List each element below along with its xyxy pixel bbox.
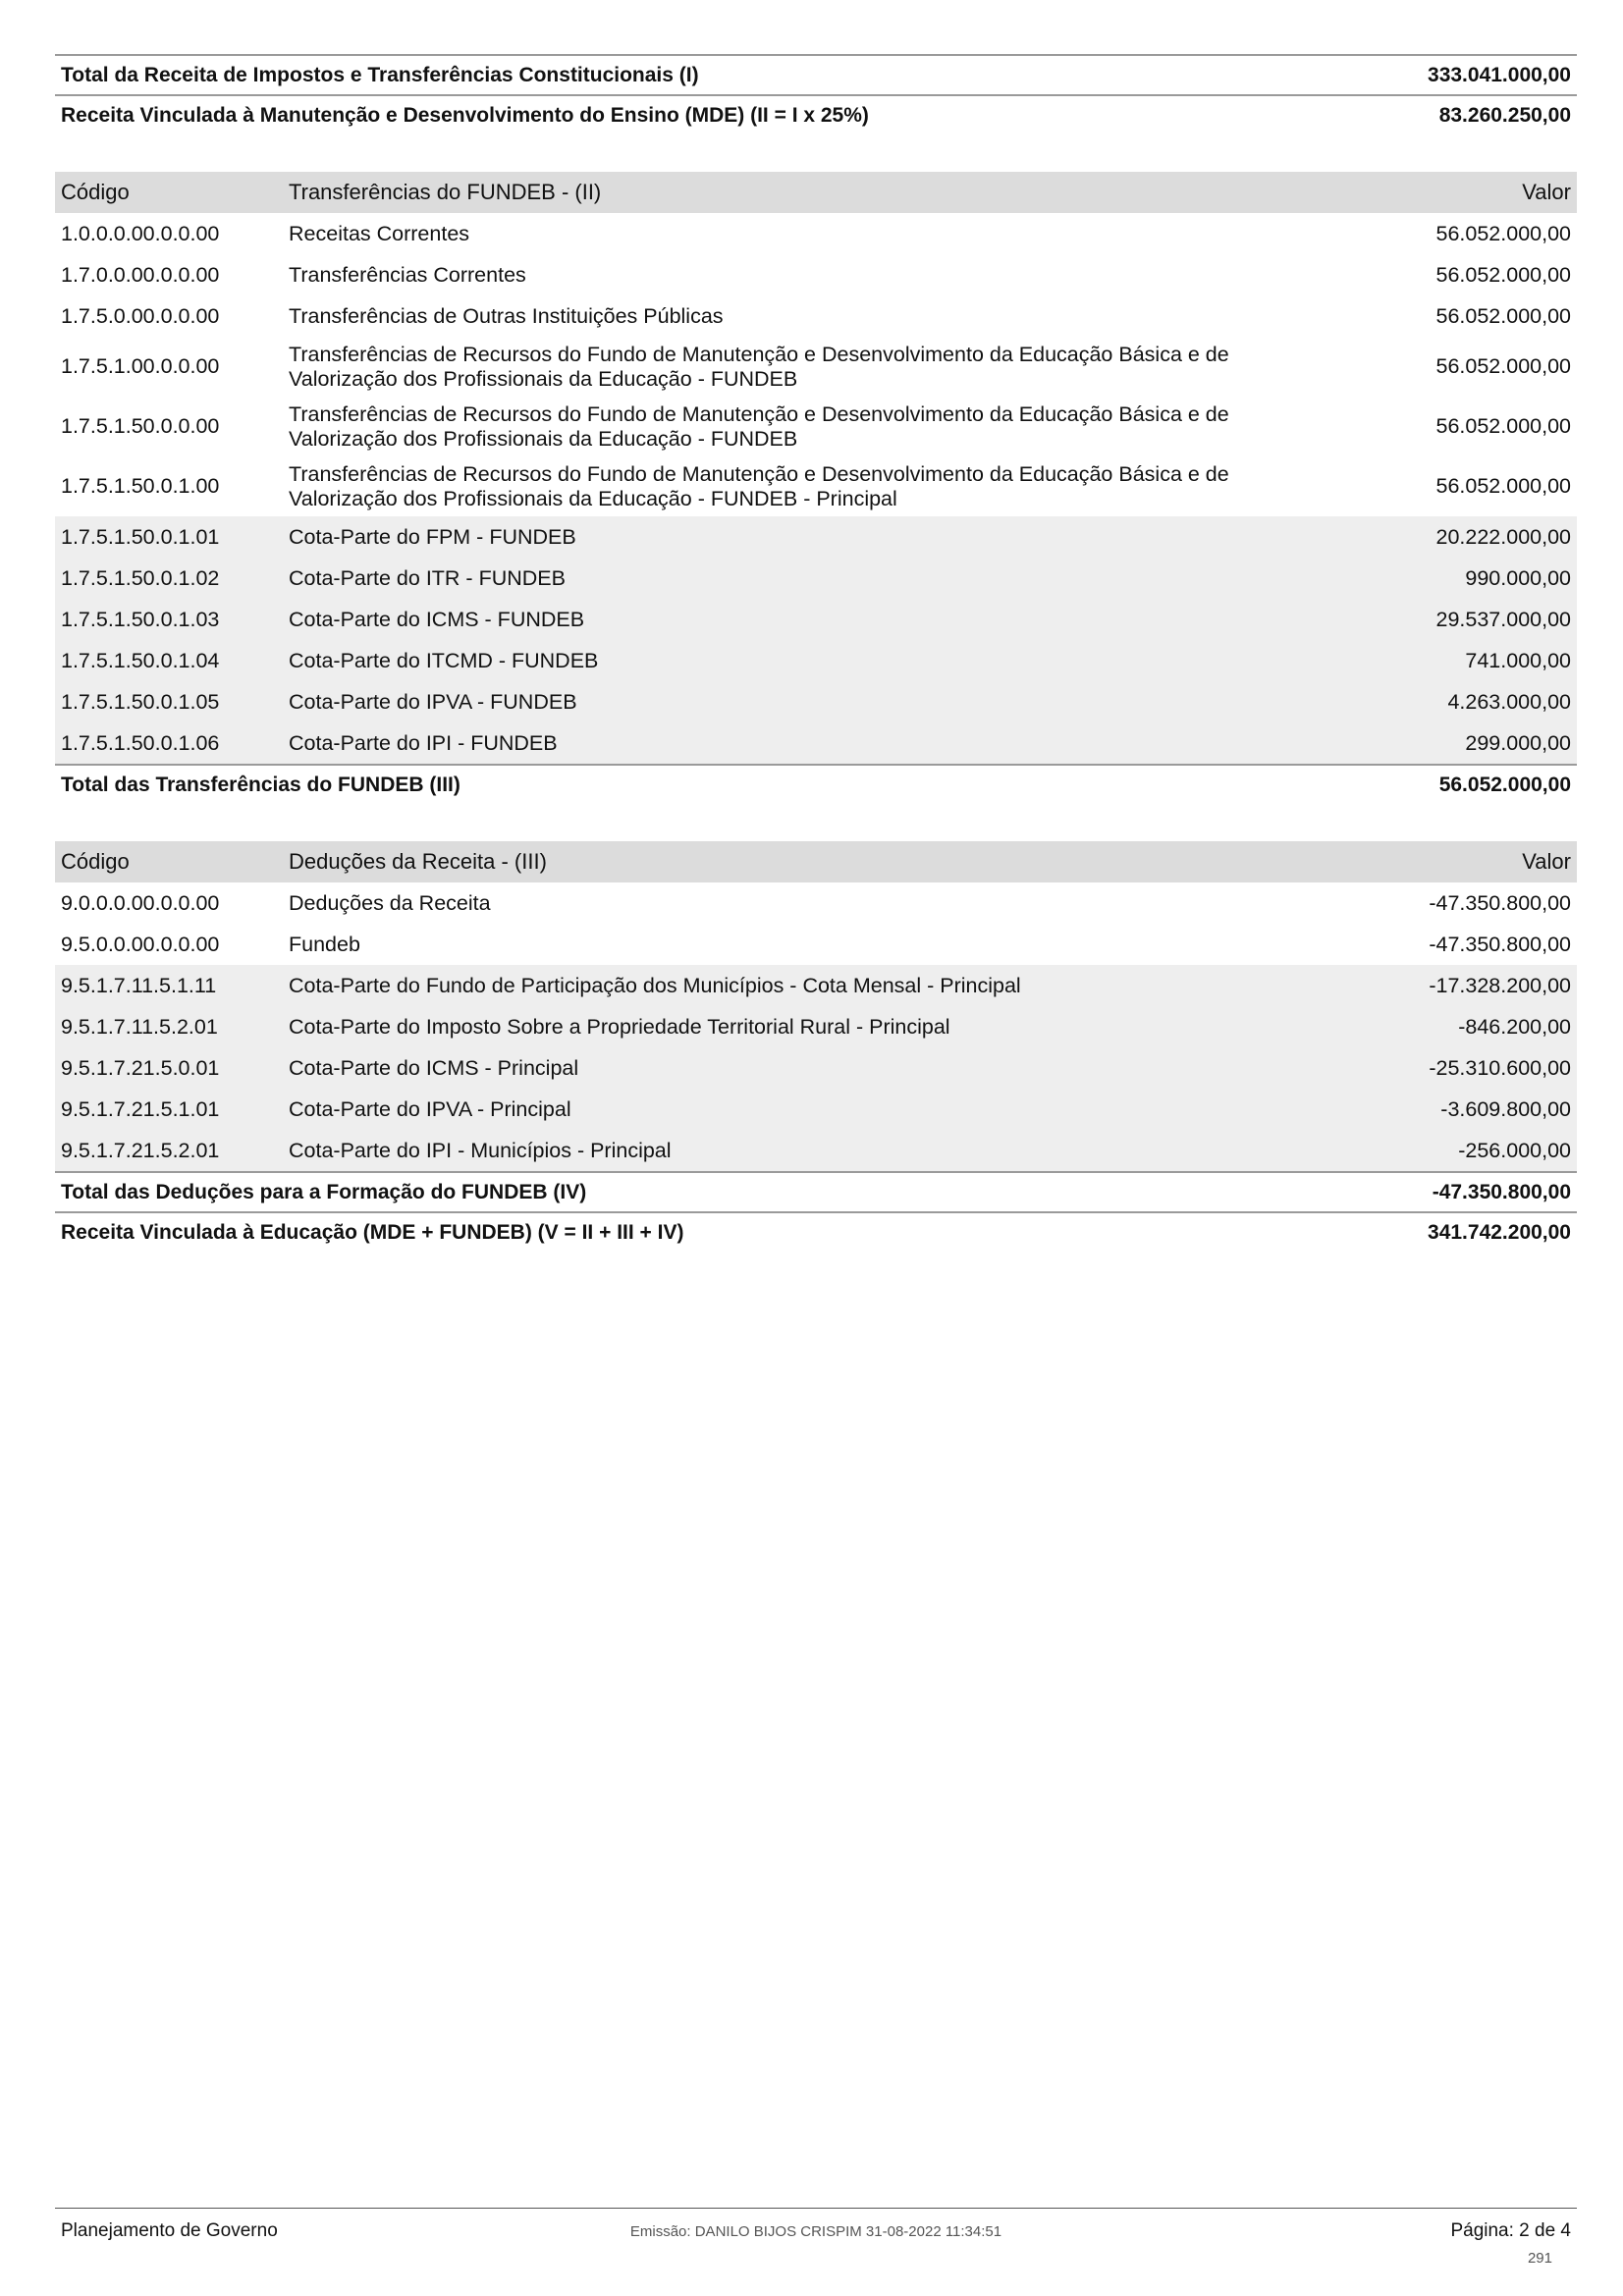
row-value: 56.052.000,00	[1435, 354, 1571, 378]
row-desc: Fundeb	[289, 932, 360, 956]
row-value: 741.000,00	[1465, 648, 1571, 672]
summary-value: 83.260.250,00	[1438, 103, 1571, 127]
table-row	[55, 1089, 1577, 1130]
total-label: Total das Transferências do FUNDEB (III)	[61, 773, 460, 796]
row-desc-line1: Transferências de Recursos do Fundo de Manutenção e Desenvolvimento da Educação Básica e de	[289, 461, 1229, 486]
header-value: Valor	[1522, 849, 1571, 874]
row-code: 9.5.1.7.11.5.2.01	[61, 1014, 218, 1039]
row-desc: Cota-Parte do IPI - Municípios - Principal	[289, 1138, 672, 1162]
grand-total-row	[55, 1211, 1577, 1252]
row-code: 1.7.5.1.50.0.1.00	[61, 474, 220, 498]
row-code: 1.7.5.1.00.0.0.00	[61, 354, 220, 378]
total-label: Total das Deduções para a Formação do FUNDEB (IV)	[61, 1180, 587, 1203]
row-value: 4.263.000,00	[1447, 689, 1571, 714]
total-value: 56.052.000,00	[1438, 773, 1571, 796]
header-desc: Transferências do FUNDEB - (II)	[289, 180, 602, 204]
row-desc	[289, 343, 1276, 392]
deducoes-total-row	[55, 1171, 1577, 1211]
row-desc: Cota-Parte do ITR - FUNDEB	[289, 565, 566, 590]
row-value: -25.310.600,00	[1429, 1055, 1571, 1080]
row-desc-line2: Valorização dos Profissionais da Educação - FUNDEB	[289, 426, 798, 451]
row-code: 1.7.5.1.50.0.1.02	[61, 565, 220, 590]
table-row	[55, 640, 1577, 681]
row-value: 56.052.000,00	[1435, 262, 1571, 287]
table-row	[55, 456, 1577, 516]
row-value: -3.609.800,00	[1440, 1096, 1571, 1121]
table-row	[55, 397, 1577, 456]
row-desc: Transferências Correntes	[289, 262, 526, 287]
row-value: 56.052.000,00	[1435, 221, 1571, 245]
row-code: 9.5.0.0.00.0.0.00	[61, 932, 220, 956]
row-desc-line2: Valorização dos Profissionais da Educação - FUNDEB	[289, 366, 798, 391]
table-row	[55, 213, 1577, 254]
row-value: 299.000,00	[1465, 730, 1571, 755]
row-value: 56.052.000,00	[1435, 474, 1571, 498]
row-value: 56.052.000,00	[1435, 414, 1571, 438]
table-header	[55, 841, 1577, 882]
row-desc: Cota-Parte do IPI - FUNDEB	[289, 730, 558, 755]
row-value: 20.222.000,00	[1435, 524, 1571, 549]
fundeb-table	[55, 172, 1577, 804]
summary-row-mde	[55, 94, 1577, 134]
row-desc: Cota-Parte do Imposto Sobre a Propriedade Territorial Rural - Principal	[289, 1014, 950, 1039]
footer-page-indicator: Página: 2 de 4	[1450, 2220, 1571, 2241]
row-desc: Cota-Parte do Fundo de Participação dos Municípios - Cota Mensal - Principal	[289, 973, 1021, 997]
footer-department: Planejamento de Governo	[61, 2220, 278, 2241]
table-row	[55, 1130, 1577, 1171]
summary-row-total-receita	[55, 54, 1577, 94]
row-desc: Cota-Parte do IPVA - FUNDEB	[289, 689, 577, 714]
table-row	[55, 1047, 1577, 1089]
page-footer	[55, 2208, 1577, 2254]
summary-label: Receita Vinculada à Manutenção e Desenvolvimento do Ensino (MDE) (II = I x 25%)	[61, 103, 869, 127]
table-row	[55, 965, 1577, 1006]
table-row	[55, 882, 1577, 924]
summary-value: 333.041.000,00	[1428, 63, 1571, 86]
row-desc	[289, 402, 1276, 452]
table-row	[55, 295, 1577, 337]
footer-emission: Emissão: DANILO BIJOS CRISPIM 31-08-2022 11:34:51	[629, 2222, 1002, 2240]
row-code: 1.7.5.1.50.0.1.06	[61, 730, 220, 755]
table-row	[55, 599, 1577, 640]
row-value: 56.052.000,00	[1435, 303, 1571, 328]
row-value: -47.350.800,00	[1429, 890, 1571, 915]
row-code: 1.0.0.0.00.0.0.00	[61, 221, 220, 245]
row-value: -47.350.800,00	[1429, 932, 1571, 956]
table-row	[55, 1006, 1577, 1047]
report-page	[55, 54, 1577, 1252]
deducoes-table	[55, 841, 1577, 1252]
row-desc	[289, 462, 1276, 511]
row-code: 9.5.1.7.21.5.0.01	[61, 1055, 220, 1080]
row-code: 1.7.5.1.50.0.1.05	[61, 689, 220, 714]
row-code: 9.5.1.7.11.5.1.11	[61, 973, 217, 997]
table-row	[55, 558, 1577, 599]
row-desc: Receitas Correntes	[289, 221, 470, 245]
row-desc-line1: Transferências de Recursos do Fundo de Manutenção e Desenvolvimento da Educação Básica e de	[289, 342, 1229, 366]
row-value: -17.328.200,00	[1429, 973, 1571, 997]
row-desc-line1: Transferências de Recursos do Fundo de Manutenção e Desenvolvimento da Educação Básica e de	[289, 401, 1229, 426]
row-value: -256.000,00	[1458, 1138, 1571, 1162]
row-code: 1.7.5.1.50.0.0.00	[61, 414, 220, 438]
grand-total-value: 341.742.200,00	[1428, 1220, 1571, 1244]
table-row	[55, 254, 1577, 295]
fundeb-total-row	[55, 764, 1577, 804]
row-code: 1.7.5.1.50.0.1.01	[61, 524, 220, 549]
row-code: 1.7.0.0.00.0.0.00	[61, 262, 220, 287]
row-code: 9.5.1.7.21.5.1.01	[61, 1096, 220, 1121]
row-desc-line2: Valorização dos Profissionais da Educação - FUNDEB - Principal	[289, 486, 897, 510]
row-value: 29.537.000,00	[1435, 607, 1571, 631]
table-row	[55, 337, 1577, 397]
header-code: Código	[61, 180, 130, 204]
row-value: -846.200,00	[1458, 1014, 1571, 1039]
row-desc: Cota-Parte do ITCMD - FUNDEB	[289, 648, 599, 672]
header-value: Valor	[1522, 180, 1571, 204]
row-desc: Transferências de Outras Instituições Públicas	[289, 303, 724, 328]
row-desc: Cota-Parte do ICMS - Principal	[289, 1055, 579, 1080]
row-value: 990.000,00	[1465, 565, 1571, 590]
table-header	[55, 172, 1577, 213]
page-number: 291	[1527, 2250, 1552, 2267]
table-row	[55, 681, 1577, 722]
table-row	[55, 722, 1577, 764]
table-row	[55, 516, 1577, 558]
grand-total-label: Receita Vinculada à Educação (MDE + FUNDEB) (V = II + III + IV)	[61, 1220, 684, 1244]
summary-label: Total da Receita de Impostos e Transferências Constitucionais (I)	[61, 63, 699, 86]
row-code: 9.5.1.7.21.5.2.01	[61, 1138, 220, 1162]
row-code: 1.7.5.0.00.0.0.00	[61, 303, 220, 328]
header-code: Código	[61, 849, 130, 874]
row-code: 1.7.5.1.50.0.1.03	[61, 607, 220, 631]
row-code: 1.7.5.1.50.0.1.04	[61, 648, 220, 672]
row-desc: Deduções da Receita	[289, 890, 491, 915]
row-desc: Cota-Parte do IPVA - Principal	[289, 1096, 571, 1121]
total-value: -47.350.800,00	[1432, 1180, 1571, 1203]
table-row	[55, 924, 1577, 965]
row-code: 9.0.0.0.00.0.0.00	[61, 890, 220, 915]
row-desc: Cota-Parte do ICMS - FUNDEB	[289, 607, 585, 631]
row-desc: Cota-Parte do FPM - FUNDEB	[289, 524, 576, 549]
header-desc: Deduções da Receita - (III)	[289, 849, 547, 874]
